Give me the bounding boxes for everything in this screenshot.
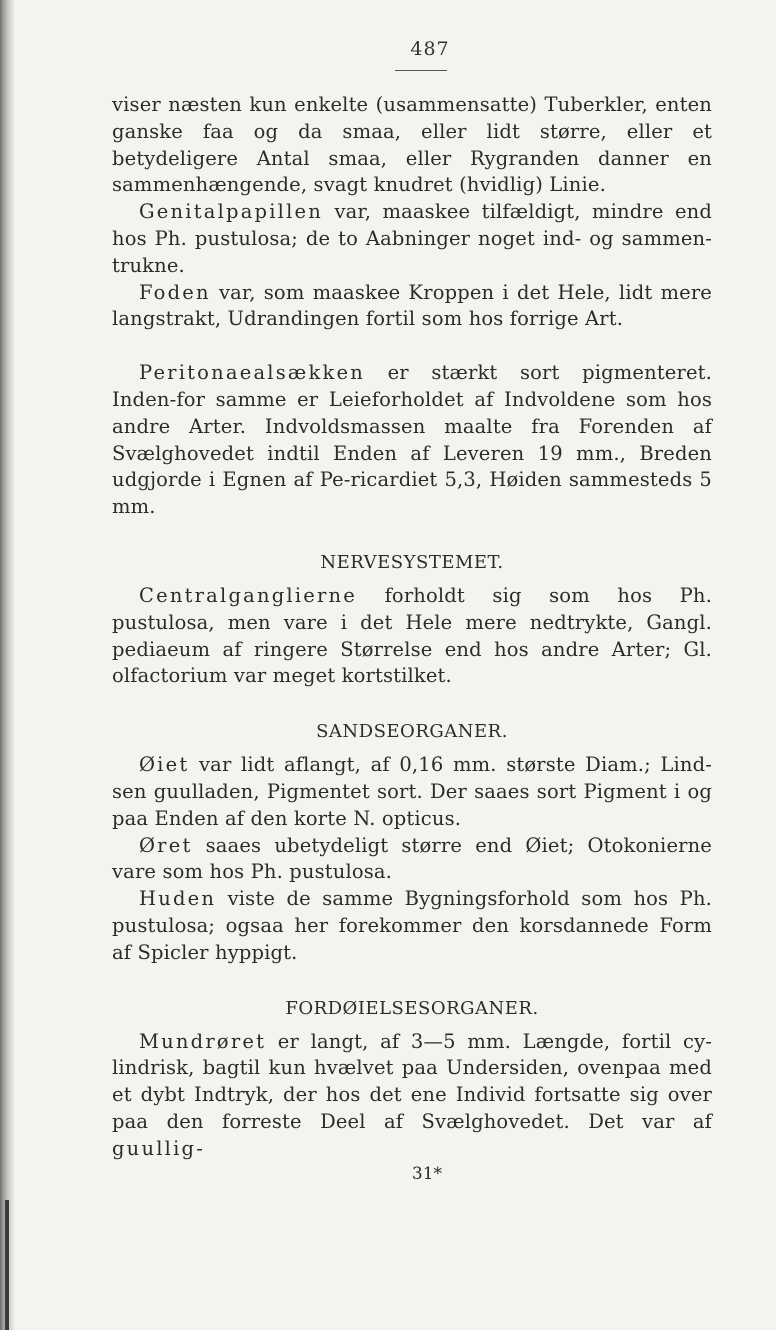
book-spine-shadow: [0, 0, 14, 1330]
ear-text: saaes ubetydeligt større end Øiet; Otokonierne vare som hos Ph. pustulosa.: [112, 833, 712, 884]
foot-text: var, som maaskee Kroppen i det Hele, lidt mere langstrakt, Udrandingen fortil som hos forrige Art.: [112, 280, 712, 331]
peritoneal-term: Peritonaealsækken: [139, 361, 365, 385]
peritoneal-text: er stærkt sort pigmenteret. Inden-for samme er Leieforholdet af Indvoldene som hos andre Arter. Indvoldsmassen maalte fra Forenden af Svælghovedet indtil Enden af Leveren 19 mm., Breden udgjorde i Egnen af Pe-ricardiet 5,3, Høiden sammesteds 5 mm.: [112, 361, 712, 519]
sense-heading: SANDSEORGANER.: [316, 721, 508, 743]
genital-term: Genitalpapillen: [139, 200, 324, 224]
genital-text: var, maaskee tilfældigt, mindre end hos Ph. pustulosa; de to Aabninger noget ind- og sammen-trukne.: [112, 200, 712, 277]
page-body: [112, 92, 712, 1185]
skin-text: viste de samme Bygningsforhold som hos Ph. pustulosa; ogsaa her forekommer den korsdannede Form af Spicler hyppigt.: [112, 887, 712, 964]
foot-term: Foden: [139, 280, 211, 304]
ear-paragraph: [112, 833, 712, 887]
page-number-underline: [395, 70, 447, 71]
peritoneal-paragraph: [112, 360, 712, 521]
skin-term: Huden: [139, 887, 217, 911]
intro-paragraph: viser næsten kun enkelte (usammensatte) Tuberkler, enten ganske faa og da smaa, eller lidt større, eller et betydeligere Antal smaa, eller Rygranden danner en sammenhængende, svagt knudret (hvidlig) Linie.: [112, 93, 712, 197]
eye-text: var lidt aflangt, af 0,16 mm. største Diam.; Lind-sen guulladen, Pigmentet sort. Der saaes sort Pigment i og paa Enden af den korte N. opticus.: [112, 753, 712, 830]
digestive-paragraph: [112, 1029, 712, 1163]
digestive-term: Mundrøret: [139, 1029, 267, 1053]
skin-paragraph: [112, 886, 712, 966]
nervous-text: forholdt sig som hos Ph. pustulosa, men vare i det Hele mere nedtrykte, Gangl. pediaeum af ringere Størrelse end hos andre Arter; Gl. olfactorium var meget kortstilket.: [112, 583, 712, 688]
eye-paragraph: [112, 752, 712, 832]
eye-term: Øiet: [139, 753, 190, 777]
ear-term: Øret: [139, 833, 193, 857]
nervous-term: Centralganglierne: [139, 583, 358, 607]
digestive-heading: FORDØIELSESORGANER.: [285, 997, 539, 1019]
genital-paragraph: [112, 199, 712, 279]
signature-mark: 31*: [411, 1163, 443, 1184]
digestive-tail-term: guullig-: [112, 1136, 205, 1160]
nervous-paragraph: [112, 583, 712, 690]
book-binding-edge: [5, 1200, 9, 1330]
page-number: 487: [410, 38, 450, 60]
digestive-text: er langt, af 3—5 mm. Længde, fortil cy-lindrisk, bagtil kun hvælvet paa Undersiden, ovenpaa med et dybt Indtryk, der hos det ene Individ fortsatte sig over paa den forreste Deel af Svælghovedet. Det var af: [112, 1029, 712, 1133]
foot-paragraph: [112, 280, 712, 334]
nervous-heading: NERVESYSTEMET.: [320, 551, 504, 573]
